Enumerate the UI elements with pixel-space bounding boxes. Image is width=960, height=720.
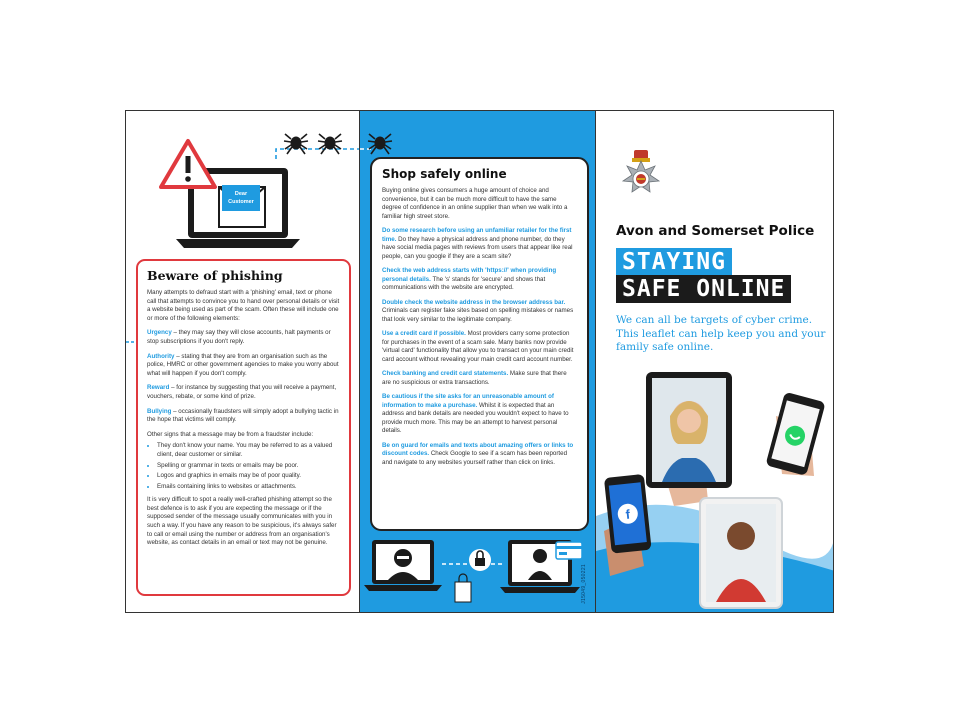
phishing-element: Urgency – they may say they will close accounts, halt payments or stop subscriptions if you don't reply. — [147, 329, 331, 345]
shopping-bag-icon — [455, 574, 471, 602]
envelope-text-2: Customer — [228, 199, 254, 205]
phishing-element: Authority – stating that they are from an organisation such as the police, HMRC or other government agencies to make you worry about what will happen if you don't comply. — [147, 352, 339, 377]
shopping-title: Shop safely online — [382, 167, 507, 181]
phone-whatsapp — [765, 392, 825, 476]
print-code: J15049_050221 — [581, 564, 587, 604]
spider-decoration — [360, 111, 596, 161]
cover-title-line2: SAFE ONLINE — [616, 275, 791, 303]
phishing-element: Reward – for instance by suggesting that you will receive a payment, vouchers, rebate, or some kind of prize. — [147, 384, 337, 400]
tablet-man — [700, 498, 782, 608]
shopping-tip: Do some research before using an unfamiliar retailer for the first time. Do they have a physical address and phone number, do they have social media pages with reviews from users that appear like real people, can you google if they are a scam site? — [382, 227, 573, 260]
spider-icon — [284, 134, 308, 154]
phishing-card — [136, 259, 351, 596]
shopping-illustration — [360, 534, 596, 612]
shopping-tip: Be cautious if the site asks for an unreasonable amount of information to make a purchase. Whilst it is expected that an address and bank details are needed you wouldn't expect to have to provide much more. This may be an attempt to harvest personal details. — [382, 393, 569, 434]
warning-icon — [161, 141, 215, 187]
shopping-intro: Buying online gives consumers a huge amount of choice and convenience, but it can be much more difficult to have the same degree of confidence in an online supplier than when we walk into a familiar high street store. — [382, 187, 568, 220]
shopping-tip: Use a credit card if possible. Most providers carry some protection for purchases in the event of a scam sale. Many banks now provide 'virtual card' functionality that allow you to transact on your main credit card account without revealing your main credit card account number. — [382, 330, 574, 363]
cover-title-line1: STAYING — [616, 248, 732, 276]
envelope-text-1: Dear — [234, 191, 248, 197]
shopping-tip: Check banking and credit card statements. Make sure that there are no suspicious or extra transactions. — [382, 370, 567, 386]
tablet-woman — [646, 372, 732, 488]
phishing-illustration — [126, 111, 359, 271]
signs-intro: Other signs that a message may be from a fraudster include: — [147, 430, 314, 438]
police-crest-icon — [620, 148, 662, 206]
organisation-name: Avon and Somerset Police — [616, 223, 815, 239]
padlock-icon — [469, 549, 491, 571]
hacker-icon — [364, 540, 442, 591]
list-item: • Spelling or grammar in texts or emails may be poor. — [157, 462, 340, 471]
shopping-card — [370, 157, 589, 531]
phishing-intro: Many attempts to defraud start with a 'phishing' email, text or phone call that attempts to convince you to hand over personal details or visit a website being used as part of the scam. Often these will include one or more of the following elements: — [147, 289, 340, 322]
shopping-tip: Check the web address starts with 'https://' when providing personal details. The 's' stands for 'secure' and shows that communications with the website are encrypted. — [382, 267, 557, 291]
panel-shopping — [359, 111, 596, 612]
panel-phishing — [126, 111, 359, 612]
envelope-icon — [219, 185, 265, 227]
shopping-tip: Double check the website address in the browser address bar. Criminals can register fake sites based on spelling mistakes or names that look very similar to the legitimate company. — [382, 298, 574, 323]
credit-card-icon — [556, 542, 582, 559]
leaflet — [125, 110, 834, 613]
connector-line — [126, 337, 136, 347]
cover-photo — [596, 366, 834, 612]
signs-list — [147, 442, 340, 491]
list-item: • Logos and graphics in emails may be of poor quality. — [157, 472, 340, 481]
list-item: • They don't know your name. You may be referred to as a valued client, dear customer or similar. — [157, 442, 340, 459]
phishing-element: Bullying – occasionally fraudsters will simply adopt a bullying tactic in the hope that victims will comply. — [147, 407, 339, 424]
phishing-title: Beware of phishing — [147, 268, 283, 283]
panel-cover — [596, 111, 834, 612]
shopping-tip: Be on guard for emails and texts about amazing offers or links to discount codes. Check Google to see if a scam has been reported and navigate to any websites yourself rather than click on links. — [382, 441, 574, 466]
phone-facebook — [604, 474, 652, 554]
cover-intro: We can all be targets of cyber crime. This leaflet can help keep you and your family safe online. — [616, 314, 826, 353]
svg-text:f: f — [624, 506, 631, 522]
list-item: • Emails containing links to websites or attachments. — [157, 483, 340, 492]
spider-icon — [368, 134, 392, 154]
phishing-closing: It is very difficult to spot a really well-crafted phishing attempt so the best defence is to ask if you are expecting the message or if the supposed sender of the message usually communicates with you in such a way. If you have any reason to be suspicious, it's always safer to call or email using the number or address from an organisation's website, as contact details in an email or text may not be genuine. — [147, 496, 337, 547]
spider-icon — [318, 134, 342, 154]
